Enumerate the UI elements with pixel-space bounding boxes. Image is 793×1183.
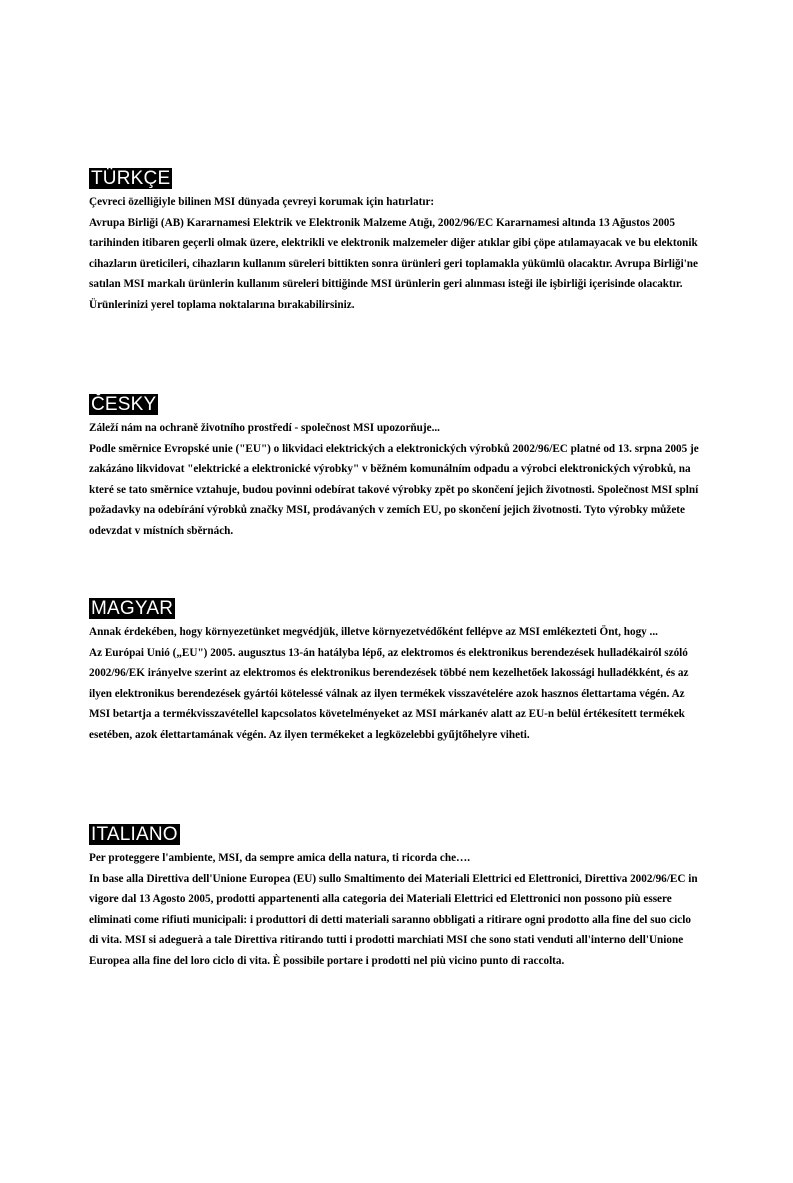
section-heading: MAGYAR xyxy=(91,598,174,619)
section-heading: ITALIANO xyxy=(91,824,178,845)
section-body: Az Európai Unió („EU") 2005. augusztus 13-án hatályba lépő, az elektromos és elektronikus berendezések hulladékairól szóló 2002/96/EK irányelve szerint az elektromos és elektronikus berendezések többé nem kezelhetőek lakossági hulladékként, és az ilyen elektronikus berendezések gyártói kötelessé válnak az ilyen termékek visszavételére azok hasznos élettartama végén. Az MSI betartja a termékvisszavétellel kapcsolatos követelményeket az MSI márkanév alatt az EU-n belül értékesített termékek esetében, azok élettartamának végén. Az ilyen termékeket a legközelebbi gyűjtőhelyre viheti. xyxy=(89,646,689,741)
section-body: In base alla Direttiva dell'Unione Europea (EU) sullo Smaltimento dei Materiali Elettrici ed Elettronici, Direttiva 2002/96/EC in vigore dal 13 Agosto 2005, prodotti appartenenti alla categoria dei Materiali Elettrici ed Elettronici non possono più essere eliminati come rifiuti municipali: i produttori di detti materiali saranno obbligati a ritirare ogni prodotto alla fine del suo ciclo di vita. MSI si adeguerà a tale Direttiva ritirando tutti i prodotti marchiati MSI che sono stati venduti all'interno dell'Unione Europea alla fine del loro ciclo di vita. È possibile portare i prodotti nel più vicino punto di raccolta. xyxy=(89,872,698,967)
section-italiano xyxy=(89,824,703,972)
section-heading: ČESKY xyxy=(91,394,157,415)
section-heading: TÜRKÇE xyxy=(91,168,171,189)
section-body: Podle směrnice Evropské unie ("EU") o likvidaci elektrických a elektronických výrobků 2002/96/EC platné od 13. srpna 2005 je zakázáno likvidovat "elektrické a elektronické výrobky" v běžném komunálním odpadu a výrobci elektronických výrobků, na které se tato směrnice vztahuje, budou povinni odebírat takové výrobky zpět po skončení jejich životnosti. Společnost MSI splní požadavky na odebírání výrobků značky MSI, prodávaných v zemích EU, po skončení jejich životnosti. Tyto výrobky můžete odevzdat v místních sběrnách. xyxy=(89,442,699,537)
section-intro: Záleží nám na ochraně životního prostředí - společnost MSI upozorňuje... xyxy=(89,422,440,434)
section-intro: Per proteggere l'ambiente, MSI, da sempre amica della natura, ti ricorda che…. xyxy=(89,852,471,864)
section-cesky xyxy=(89,394,703,542)
section-body: Avrupa Birliği (AB) Kararnamesi Elektrik ve Elektronik Malzeme Atığı, 2002/96/EC Kararnamesi altında 13 Ağustos 2005 tarihinden itibaren geçerli olmak üzere, elektrikli ve elektronik malzemeler diğer atıklar gibi çöpe atılamayacak ve bu elektonik cihazların üreticileri, cihazların kullanım süreleri bittikten sonra ürünleri geri toplamakla yükümlü olacaktır. Avrupa Birliği'ne satılan MSI markalı ürünlerin kullanım süreleri bittiğinde MSI ürünlerin geri alınması isteği ile işbirliği içerisinde olacaktır. Ürünlerinizi yerel toplama noktalarına bırakabilirsiniz. xyxy=(89,216,698,311)
section-turkce xyxy=(89,168,703,316)
section-intro: Çevreci özelliğiyle bilinen MSI dünyada çevreyi korumak için hatırlatır: xyxy=(89,196,435,208)
section-intro: Annak érdekében, hogy környezetünket megvédjük, illetve környezetvédőként fellépve az MSI emlékezteti Önt, hogy ... xyxy=(89,626,658,638)
section-magyar xyxy=(89,598,703,746)
